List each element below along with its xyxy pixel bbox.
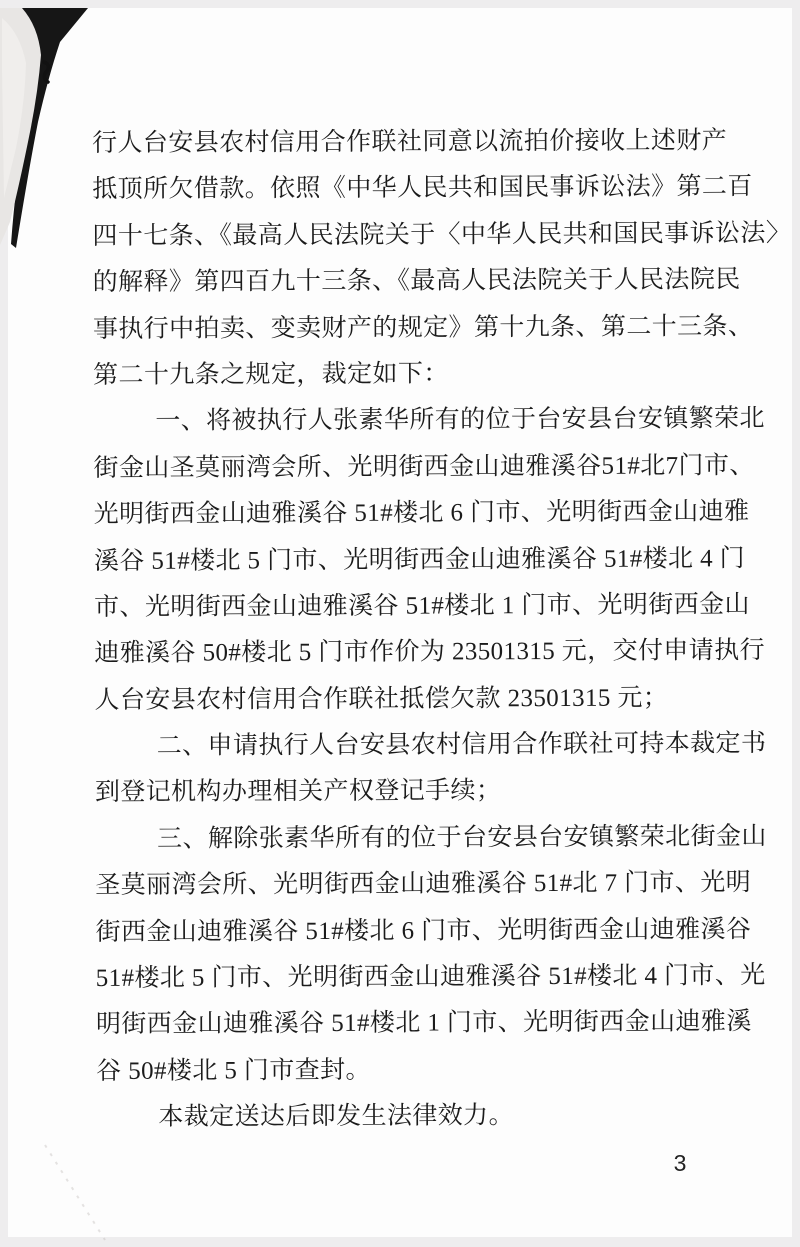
text-line: 本裁定送达后即发生法律效力。: [158, 1102, 515, 1131]
text-line: 到登记机构办理相关产权登记手续；: [94, 777, 502, 807]
page-number: 3: [673, 1150, 687, 1176]
text-line: 第二十九条之规定，裁定如下：: [93, 360, 449, 389]
text-line: 街金山圣莫丽湾会所、光明街西金山迪雅溪谷51#北7门市、: [93, 451, 755, 482]
folded-corner-artifact: [0, 8, 100, 253]
text-line: 街西金山迪雅溪谷 51#楼北 6 门市、光明街西金山迪雅溪谷: [95, 915, 752, 946]
text-line: 迪雅溪谷 50#楼北 5 门市作价为 23501315 元，交付申请执行: [94, 637, 766, 668]
text-line: 市、光明街西金山迪雅溪谷 51#楼北 1 门市、光明街西金山: [94, 591, 750, 621]
document-text: [92, 118, 792, 1141]
text-line: 三、解除张素华所有的位于台安县台安镇繁荣北街金山: [157, 822, 767, 853]
text-line: 事执行中拍卖、变卖财产的规定》第十九条、第二十三条、: [92, 312, 754, 343]
text-line: 圣莫丽湾会所、光明街西金山迪雅溪谷 51#北 7 门市、光明: [95, 869, 752, 900]
text-line: 谷 50#楼北 5 门市查封。: [96, 1056, 371, 1085]
text-line: 光明街西金山迪雅溪谷 51#楼北 6 门市、光明街西金山迪雅: [93, 498, 750, 529]
scan-smudge: [30, 1140, 120, 1245]
text-line: 明街西金山迪雅溪谷 51#楼北 1 门市、光明街西金山迪雅溪: [95, 1008, 752, 1039]
document-page: [8, 8, 792, 1237]
text-line: 抵顶所欠借款。依照《中华人民共和国民事诉讼法》第二百: [92, 173, 753, 204]
text-line: 二、申请执行人台安县农村信用合作联社可持本裁定书: [156, 730, 767, 760]
text-line: 溪谷 51#楼北 5 门市、光明街西金山迪雅溪谷 51#楼北 4 门: [93, 544, 746, 575]
text-line: 一、将被执行人张素华所有的位于台安县台安镇繁荣北: [155, 405, 765, 436]
text-line: 四十七条、《最高人民法院关于〈中华人民共和国民事诉讼法〉: [92, 219, 792, 250]
text-line: 51#楼北 5 门市、光明街西金山迪雅溪谷 51#楼北 4 门市、光: [95, 962, 766, 993]
text-line: 人台安县农村信用合作联社抵偿欠款 23501315 元；: [94, 684, 669, 714]
text-line: 的解释》第四百九十三条、《最高人民法院关于人民法院民: [92, 266, 741, 297]
text-line: 行人台安县农村信用合作联社同意以流拍价接收上述财产: [92, 127, 728, 157]
